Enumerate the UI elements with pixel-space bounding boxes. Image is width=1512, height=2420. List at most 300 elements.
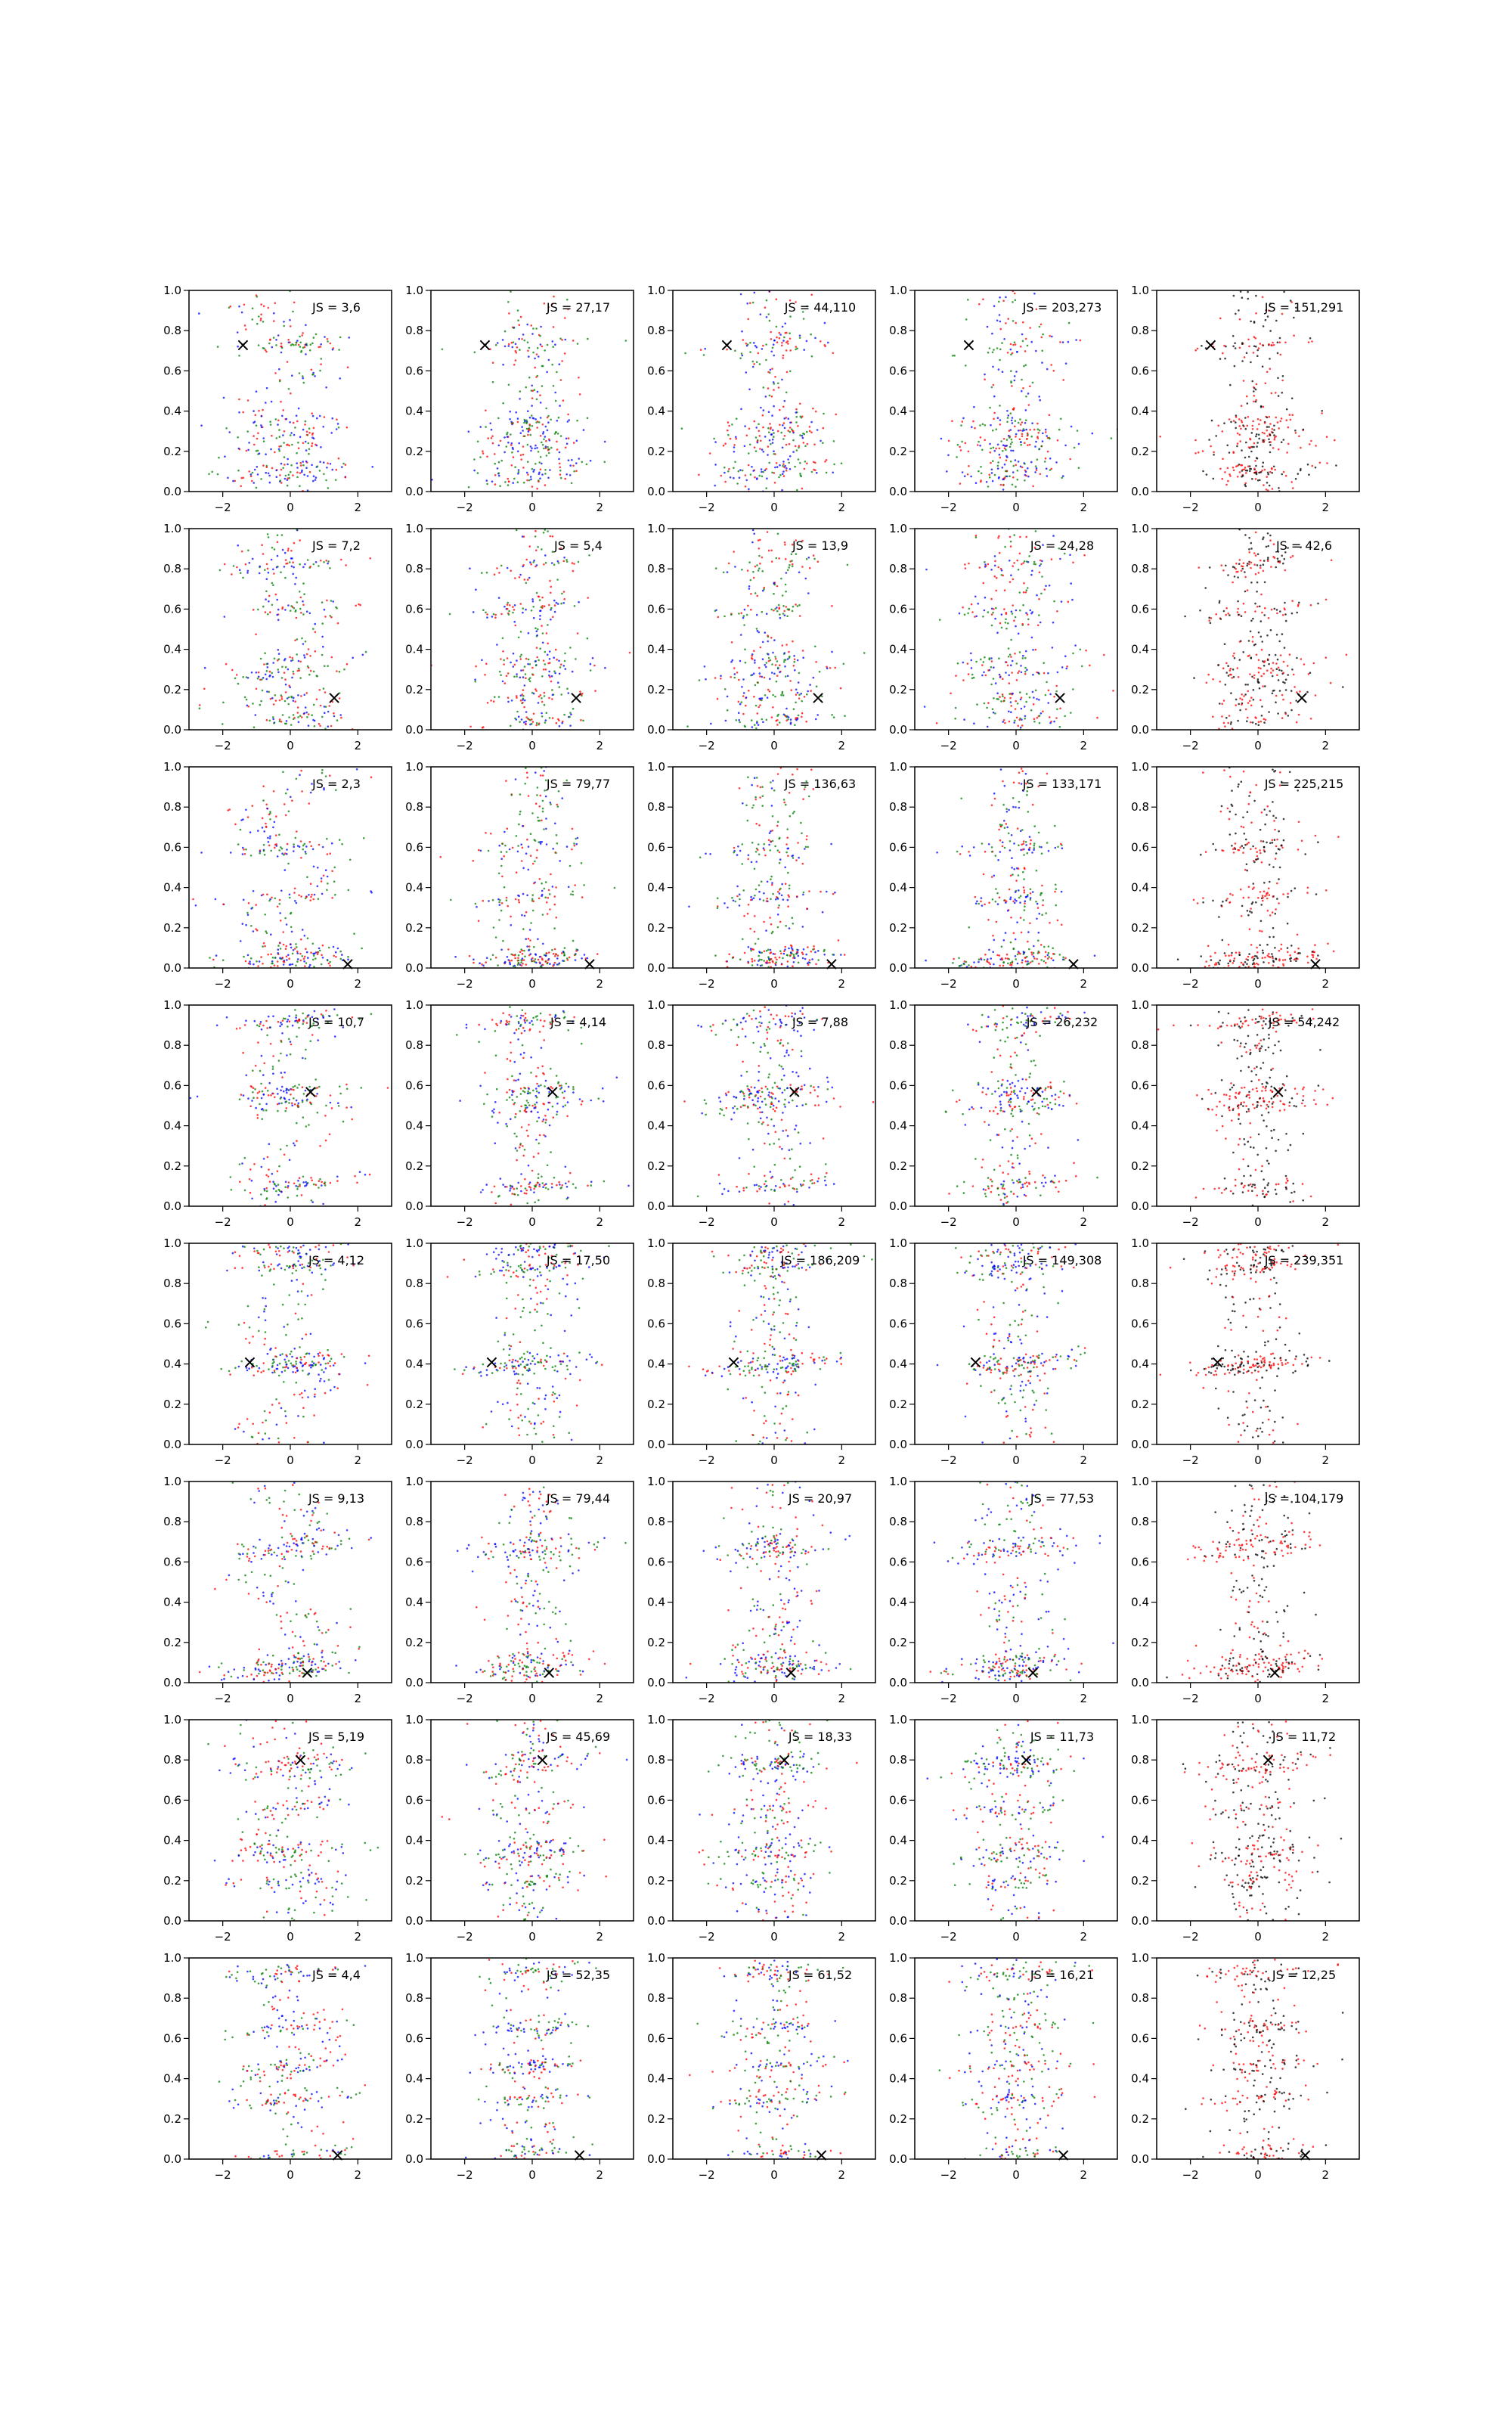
scatter-point: [1015, 464, 1017, 467]
scatter-point: [1248, 548, 1250, 551]
scatter-point: [492, 442, 494, 445]
scatter-point: [538, 959, 540, 961]
scatter-point: [552, 340, 554, 343]
scatter-point: [311, 464, 313, 467]
scatter-point: [1024, 422, 1027, 424]
scatter-point: [528, 938, 530, 940]
scatter-point: [272, 662, 274, 664]
scatter-point: [1252, 636, 1254, 638]
scatter-point: [739, 974, 742, 976]
scatter-point: [795, 702, 797, 704]
scatter-point: [280, 479, 282, 482]
scatter-point: [516, 835, 518, 837]
scatter-point: [772, 780, 774, 782]
scatter-point: [534, 445, 537, 447]
scatter-point: [1023, 840, 1025, 842]
scatter-point: [1039, 430, 1041, 432]
scatter-point: [519, 677, 522, 679]
scatter-point: [290, 434, 292, 436]
scatter-point: [803, 892, 805, 894]
scatter-point: [1277, 377, 1279, 380]
scatter-point: [337, 423, 339, 425]
scatter-point: [1247, 684, 1249, 686]
scatter-point: [228, 808, 231, 811]
scatter-point: [263, 663, 265, 666]
js-annotation: JS = 24,28: [1030, 538, 1095, 553]
scatter-point: [321, 893, 324, 895]
scatter-point: [1011, 857, 1013, 859]
scatter-point: [248, 963, 250, 965]
scatter-point: [736, 672, 739, 674]
scatter-point: [265, 598, 267, 600]
scatter-point: [502, 940, 504, 942]
scatter-point: [1027, 894, 1029, 896]
scatter-point: [1052, 948, 1054, 950]
y-tick-label: 0.8: [405, 800, 423, 814]
scatter-point: [538, 480, 540, 482]
scatter-point: [945, 973, 947, 975]
scatter-point: [561, 952, 563, 954]
scatter-point: [256, 929, 259, 932]
scatter-point: [735, 438, 737, 440]
scatter-point: [1004, 448, 1006, 450]
scatter-point: [739, 357, 742, 359]
scatter-point: [550, 802, 552, 804]
scatter-point: [1009, 682, 1011, 684]
scatter-point: [249, 562, 251, 564]
scatter-point: [290, 947, 293, 949]
scatter-point: [1223, 610, 1225, 613]
scatter-point: [811, 958, 813, 960]
scatter-point: [243, 477, 245, 479]
scatter-point: [518, 901, 520, 904]
scatter-point: [541, 463, 543, 465]
scatter-point: [318, 948, 321, 950]
scatter-point: [558, 417, 560, 419]
scatter-point: [317, 951, 319, 954]
scatter-point: [331, 469, 333, 471]
scatter-point: [1027, 960, 1029, 963]
scatter-point: [1263, 614, 1266, 616]
scatter-point: [440, 856, 442, 858]
scatter-point: [758, 430, 761, 433]
scatter-point: [1255, 573, 1257, 576]
y-tick-label: 1.0: [889, 522, 907, 535]
scatter-point: [1311, 340, 1313, 343]
scatter-point: [768, 657, 770, 659]
scatter-point: [1024, 715, 1027, 718]
scatter-point: [564, 352, 566, 355]
scatter-point: [557, 954, 559, 957]
scatter-point: [277, 952, 279, 954]
scatter-point: [744, 726, 746, 728]
scatter-point: [965, 961, 968, 963]
scatter-point: [532, 417, 534, 420]
scatter-point: [505, 969, 507, 971]
scatter-point: [1238, 676, 1240, 678]
scatter-point: [271, 672, 273, 675]
scatter-point: [773, 436, 775, 438]
scatter-point: [524, 700, 526, 702]
scatter-point: [788, 716, 790, 718]
scatter-point: [742, 355, 744, 357]
scatter-point: [1255, 478, 1257, 480]
x-tick-label: 0: [1254, 501, 1262, 514]
scatter-point: [502, 638, 504, 640]
scatter-point: [758, 724, 760, 726]
scatter-point: [1009, 840, 1012, 842]
scatter-point: [971, 659, 973, 662]
scatter-point: [998, 476, 1000, 479]
x-tick-label: 0: [287, 501, 294, 514]
scatter-point: [536, 488, 538, 490]
scatter-point: [560, 379, 562, 381]
scatter-point: [578, 561, 580, 563]
y-tick-label: 0.4: [889, 404, 907, 418]
scatter-point: [789, 815, 792, 818]
scatter-point: [736, 895, 739, 898]
scatter-point: [1253, 689, 1255, 691]
scatter-point: [1092, 433, 1094, 435]
scatter-point: [477, 472, 479, 474]
scatter-point: [998, 970, 1000, 972]
scatter-point: [540, 435, 542, 437]
scatter-point: [253, 930, 255, 932]
scatter-point: [499, 904, 501, 906]
scatter-point: [1272, 662, 1275, 664]
scatter-point: [1256, 564, 1259, 566]
scatter-point: [317, 954, 319, 956]
scatter-point: [475, 666, 477, 668]
scatter-point: [792, 917, 794, 919]
scatter-point: [817, 959, 820, 961]
scatter-point: [480, 850, 482, 852]
scatter-point: [543, 770, 545, 772]
scatter-point: [974, 596, 977, 598]
scatter-point: [991, 804, 993, 806]
scatter-point: [310, 951, 312, 954]
scatter-point: [1012, 579, 1015, 581]
scatter-point: [778, 604, 780, 607]
scatter-point: [563, 591, 565, 593]
scatter-point: [544, 651, 547, 653]
scatter-point: [300, 770, 302, 772]
scatter-point: [553, 953, 555, 955]
scatter-point: [1029, 429, 1031, 431]
scatter-point: [742, 617, 745, 619]
scatter-point: [334, 894, 336, 896]
scatter-point: [307, 957, 309, 959]
scatter-point: [242, 847, 244, 849]
scatter-point: [544, 473, 547, 475]
scatter-point: [754, 868, 756, 870]
scatter-point: [956, 456, 958, 458]
scatter-point: [269, 720, 271, 722]
scatter-point: [739, 787, 741, 790]
scatter-point: [999, 405, 1001, 407]
scatter-point: [559, 405, 561, 407]
scatter-point: [472, 962, 475, 964]
scatter-point: [807, 443, 809, 445]
scatter-point: [959, 446, 961, 448]
scatter-point: [1255, 401, 1257, 403]
scatter-point: [212, 959, 215, 961]
scatter-point: [957, 444, 959, 446]
scatter-point: [755, 427, 758, 429]
scatter-point: [475, 903, 477, 905]
scatter-point: [829, 667, 832, 669]
scatter-point: [556, 659, 558, 661]
scatter-point: [299, 436, 302, 439]
scatter-point: [723, 472, 726, 474]
scatter-point: [784, 322, 786, 324]
scatter-point: [1235, 465, 1238, 467]
scatter-point: [293, 422, 295, 424]
js-annotation: JS = 27,17: [546, 300, 611, 315]
subplot: [647, 522, 875, 752]
scatter-point: [751, 960, 754, 963]
scatter-point: [305, 461, 308, 463]
scatter-point: [747, 318, 749, 321]
scatter-point: [991, 660, 993, 662]
scatter-point: [308, 648, 310, 650]
scatter-point: [252, 558, 254, 560]
scatter-point: [1293, 334, 1295, 337]
scatter-point: [1018, 801, 1021, 803]
scatter-point: [1000, 440, 1002, 442]
scatter-point: [1008, 958, 1010, 960]
scatter-point: [833, 440, 835, 442]
scatter-point: [1012, 417, 1014, 419]
scatter-point: [792, 439, 795, 442]
scatter-point: [733, 852, 735, 854]
scatter-point: [999, 839, 1002, 842]
scatter-point: [1071, 599, 1074, 601]
scatter-point: [532, 470, 534, 473]
scatter-point: [558, 660, 560, 662]
scatter-point: [538, 805, 541, 808]
scatter-point: [522, 702, 524, 704]
scatter-point: [823, 951, 826, 953]
scatter-point: [283, 325, 285, 327]
scatter-point: [506, 445, 508, 448]
scatter-point: [514, 604, 516, 607]
scatter-point: [321, 772, 324, 774]
scatter-point: [328, 947, 330, 949]
marker-x: ×: [1203, 334, 1219, 355]
scatter-point: [981, 971, 983, 973]
scatter-point: [519, 963, 522, 966]
scatter-point: [305, 896, 308, 898]
scatter-point: [1094, 954, 1096, 957]
scatter-point: [1279, 690, 1281, 692]
scatter-point: [761, 448, 764, 451]
scatter-point: [520, 432, 522, 434]
scatter-point: [528, 845, 530, 848]
scatter-point: [794, 661, 796, 663]
scatter-point: [1007, 622, 1009, 625]
scatter-point: [1024, 706, 1026, 708]
scatter-point: [1278, 669, 1281, 672]
scatter-point: [971, 603, 973, 606]
scatter-point: [560, 435, 562, 437]
scatter-point: [1005, 622, 1007, 624]
scatter-point: [981, 449, 984, 451]
scatter-point: [521, 860, 523, 862]
scatter-point: [287, 464, 289, 466]
scatter-point: [789, 888, 791, 890]
scatter-point: [1007, 417, 1009, 419]
scatter-point: [1031, 422, 1033, 424]
scatter-point: [826, 459, 828, 461]
scatter-point: [530, 479, 532, 481]
scatter-point: [481, 572, 483, 574]
scatter-point: [776, 585, 779, 588]
scatter-point: [742, 843, 744, 845]
scatter-point: [548, 671, 550, 673]
scatter-point: [248, 442, 250, 444]
scatter-point: [736, 482, 739, 485]
scatter-point: [812, 408, 814, 410]
scatter-point: [545, 818, 547, 820]
scatter-points: [192, 768, 373, 978]
scatter-point: [309, 964, 311, 966]
scatter-point: [748, 855, 750, 857]
scatter-point: [253, 726, 256, 728]
scatter-point: [1259, 565, 1262, 567]
scatter-point: [274, 451, 276, 454]
scatter-point: [339, 671, 341, 673]
scatter-point: [296, 617, 298, 619]
scatter-point: [288, 342, 290, 344]
scatter-point: [274, 548, 276, 551]
scatter-point: [748, 464, 750, 467]
scatter-point: [300, 464, 302, 467]
scatter-point: [562, 721, 564, 723]
scatter-point: [299, 563, 301, 566]
scatter-point: [1281, 417, 1283, 420]
scatter-point: [577, 343, 579, 345]
scatter-point: [755, 450, 758, 452]
scatter-point: [263, 844, 265, 846]
scatter-point: [747, 569, 749, 572]
scatter-point: [1033, 721, 1036, 723]
scatter-point: [1012, 301, 1014, 303]
scatter-point: [742, 678, 745, 681]
axes-frame: [915, 529, 1117, 730]
scatter-point: [268, 600, 270, 603]
scatter-point: [1241, 296, 1244, 299]
scatter-point: [753, 897, 755, 899]
scatter-point: [1244, 468, 1246, 470]
scatter-point: [772, 694, 774, 697]
scatter-point: [524, 666, 526, 668]
scatter-point: [516, 346, 519, 349]
scatter-point: [1059, 341, 1061, 343]
scatter-point: [503, 606, 506, 608]
scatter-point: [271, 401, 273, 403]
scatter-point: [543, 563, 545, 566]
scatter-point: [762, 721, 764, 723]
scatter-point: [276, 599, 278, 601]
scatter-point: [306, 431, 308, 433]
scatter-point: [792, 923, 795, 925]
scatter-point: [1204, 587, 1207, 589]
scatter-point: [547, 963, 549, 965]
scatter-point: [355, 605, 357, 607]
scatter-point: [768, 411, 770, 414]
scatter-point: [1283, 672, 1285, 674]
scatter-point: [310, 845, 312, 848]
scatter-point: [1062, 379, 1064, 381]
scatter-point: [506, 851, 508, 853]
scatter-point: [562, 951, 565, 953]
scatter-point: [738, 613, 740, 615]
scatter-point: [1057, 920, 1059, 922]
scatter-point: [519, 656, 522, 658]
scatter-point: [240, 829, 242, 831]
scatter-point: [811, 471, 813, 473]
scatter-point: [522, 669, 525, 672]
scatter-point: [553, 385, 555, 387]
scatter-point: [285, 559, 287, 561]
scatter-point: [522, 564, 525, 566]
scatter-point: [720, 678, 722, 680]
scatter-point: [245, 849, 247, 851]
scatter-point: [449, 613, 451, 616]
scatter-point: [509, 849, 511, 851]
scatter-point: [1269, 654, 1271, 656]
scatter-point: [1245, 472, 1247, 474]
scatter-point: [538, 355, 540, 358]
scatter-point: [809, 430, 811, 433]
scatter-point: [523, 706, 525, 709]
scatter-point: [1279, 341, 1281, 343]
scatter-point: [485, 612, 487, 614]
scatter-point: [784, 666, 786, 668]
scatter-point: [1012, 901, 1015, 903]
scatter-point: [1281, 473, 1283, 476]
scatter-point: [306, 610, 308, 613]
scatter-point: [1221, 703, 1223, 705]
scatter-point: [257, 678, 259, 680]
scatter-point: [257, 473, 259, 476]
scatter-point: [1030, 461, 1033, 464]
scatter-point: [242, 923, 244, 925]
scatter-point: [1208, 439, 1210, 441]
scatter-point: [486, 616, 488, 619]
scatter-point: [572, 828, 574, 830]
scatter-point: [500, 865, 503, 867]
scatter-point: [840, 687, 842, 690]
scatter-point: [302, 375, 304, 377]
scatter-point: [572, 570, 575, 572]
scatter-point: [1001, 824, 1003, 827]
scatter-point: [1024, 905, 1026, 908]
scatter-point: [306, 951, 308, 954]
scatter-point: [953, 355, 956, 357]
scatter-point: [731, 641, 733, 644]
scatter-point: [523, 482, 525, 484]
scatter-point: [530, 476, 532, 478]
scatter-point: [753, 533, 755, 535]
scatter-point: [752, 366, 754, 368]
scatter-point: [1026, 963, 1028, 966]
scatter-point: [296, 471, 299, 473]
x-tick-label: 2: [354, 501, 362, 514]
scatter-point: [469, 972, 472, 974]
scatter-point: [755, 861, 758, 863]
